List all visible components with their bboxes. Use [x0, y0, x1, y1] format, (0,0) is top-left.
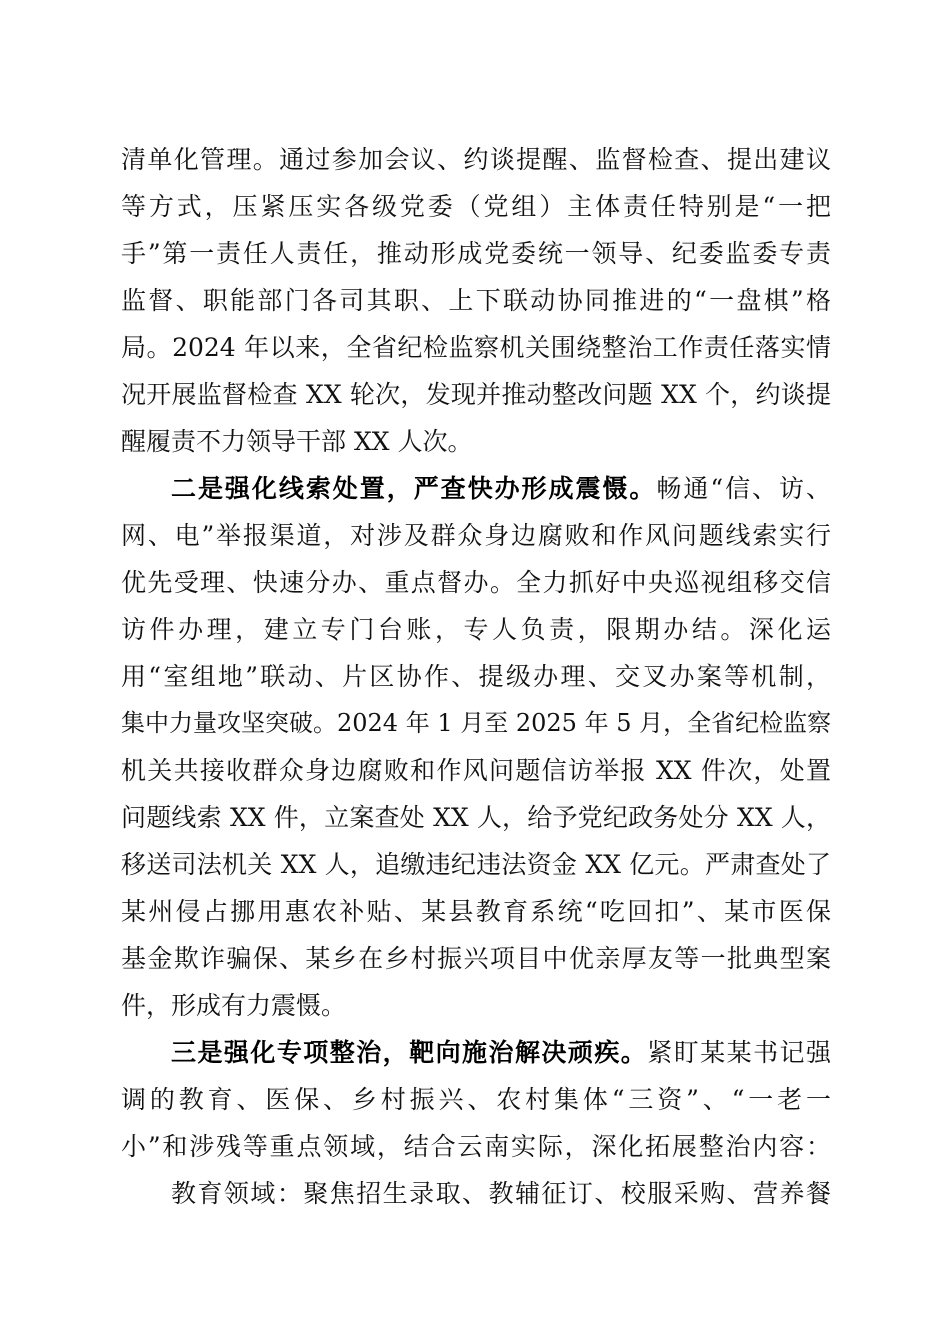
text-line: 小”和涉残等重点领域，结合云南实际，深化拓展整治内容： — [121, 1132, 831, 1161]
text-run: 畅通“信、访、 — [656, 474, 831, 503]
text-line: 用“室组地”联动、片区协作、提级办理、交叉办案等机制， — [121, 662, 831, 691]
paragraph-first-line — [121, 1029, 831, 1076]
text-run: 紧盯某某书记强 — [647, 1038, 831, 1067]
paragraph-clue-handling — [121, 465, 831, 1029]
paragraph-accountability — [121, 136, 831, 465]
paragraph-heading: 三是强化专项整治，靶向施治解决顽疾。 — [171, 1038, 648, 1067]
text-line: 移送司法机关 XX 人，追缴违纪违法资金 XX 亿元。严肃查处了 — [121, 850, 831, 879]
text-line: 集中力量攻坚突破。2024 年 1 月至 2025 年 5 月，全省纪检监察 — [121, 709, 832, 737]
text-line: 清单化管理。通过参加会议、约谈提醒、监督检查、提出建议 — [121, 145, 831, 174]
text-line: 件，形成有力震慑。 — [121, 991, 347, 1020]
text-line: 优先受理、快速分办、重点督办。全力抓好中央巡视组移交信 — [121, 568, 831, 597]
text-line: 况开展监督检查 XX 轮次，发现并推动整改问题 XX 个，约谈提 — [121, 380, 831, 409]
text-line: 醒履责不力领导干部 XX 人次。 — [121, 427, 473, 456]
paragraph-heading: 二是强化线索处置，严查快办形成震慑。 — [171, 474, 657, 503]
text-line: 监督、职能部门各司其职、上下联动协同推进的“一盘棋”格 — [121, 286, 831, 315]
text-line: 调的教育、医保、乡村振兴、农村集体“三资”、“一老一 — [121, 1085, 831, 1114]
text-line: 基金欺诈骗保、某乡在乡村振兴项目中优亲厚友等一批典型案 — [121, 944, 831, 973]
paragraph-first-line — [121, 465, 831, 512]
text-line: 问题线索 XX 件，立案查处 XX 人，给予党纪政务处分 XX 人， — [121, 803, 831, 832]
text-line: 局。2024 年以来，全省纪检监察机关围绕整治工作责任落实情 — [121, 333, 831, 362]
text-line: 访件办理，建立专门台账，专人负责，限期办结。深化运 — [121, 615, 831, 644]
document-body — [121, 136, 831, 1217]
paragraph-education-field — [121, 1170, 831, 1217]
text-line: 手”第一责任人责任，推动形成党委统一领导、纪委监委专责 — [121, 239, 831, 268]
text-line: 某州侵占挪用惠农补贴、某县教育系统“吃回扣”、某市医保 — [121, 897, 831, 926]
paragraph-first-line: 教育领域：聚焦招生录取、教辅征订、校服采购、营养餐 — [171, 1179, 831, 1208]
paragraph-special-rectification — [121, 1029, 831, 1170]
text-line: 等方式，压紧压实各级党委（党组）主体责任特别是“一把 — [121, 192, 831, 221]
text-line: 网、电”举报渠道，对涉及群众身边腐败和作风问题线索实行 — [121, 521, 831, 550]
text-line: 机关共接收群众身边腐败和作风问题信访举报 XX 件次，处置 — [121, 756, 831, 785]
